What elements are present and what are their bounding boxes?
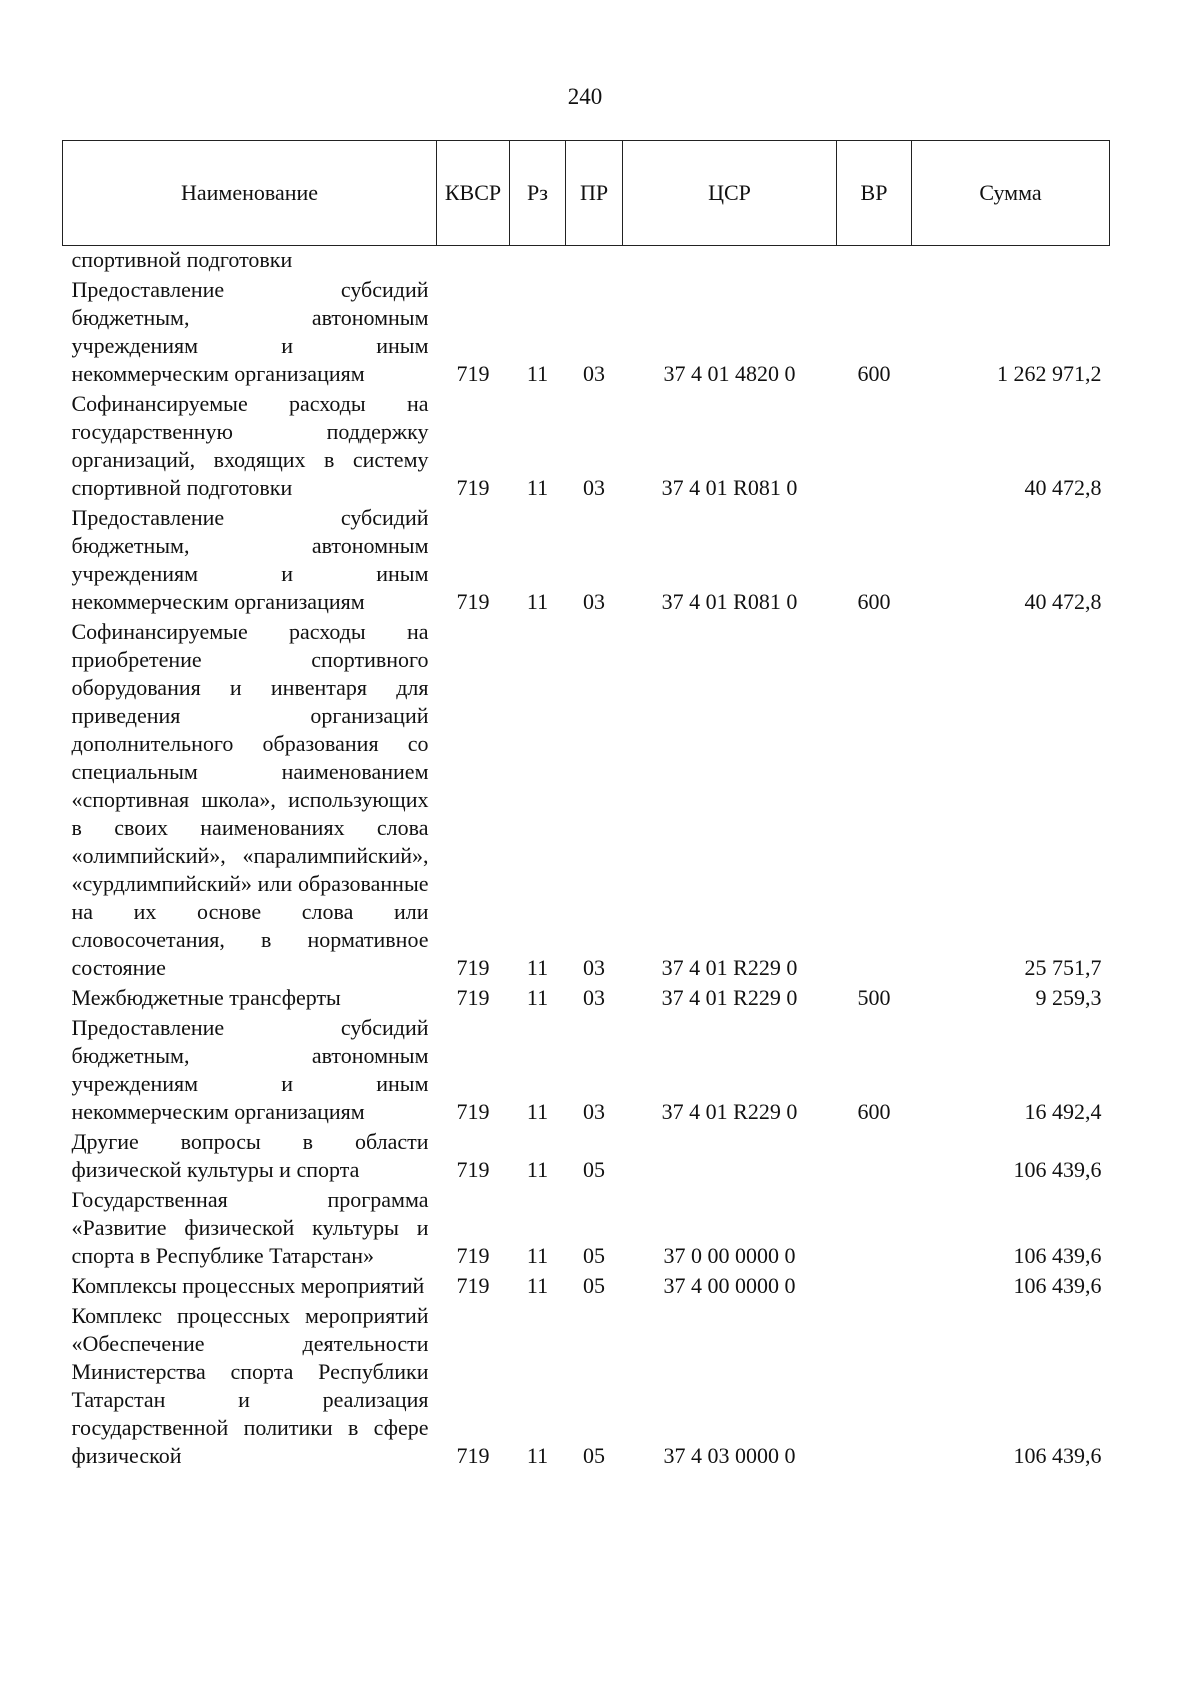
- row-rz: 11: [526, 955, 549, 980]
- row-csr: 37 0 00 0000 0: [663, 1243, 796, 1268]
- table-row: [63, 1012, 1110, 1126]
- row-csr: 37 4 01 R229 0: [661, 985, 798, 1010]
- table-row: [63, 1270, 1110, 1300]
- row-name: Государственная программа «Развитие физической культуры и спорта в Республике Татарстан»: [71, 1187, 429, 1268]
- row-pr: 03: [583, 1099, 605, 1124]
- row-vr: [837, 388, 912, 502]
- row-pr: 03: [583, 475, 605, 500]
- row-vr: [837, 1270, 912, 1300]
- row-csr: 37 4 03 0000 0: [663, 1443, 796, 1468]
- page-number: 240: [567, 84, 603, 109]
- row-kvsr: 719: [456, 955, 490, 980]
- row-csr: 37 4 01 4820 0: [663, 361, 796, 386]
- budget-table: [62, 140, 1110, 1470]
- header-name: Наименование: [63, 141, 437, 246]
- row-name: Другие вопросы в области физической культуры и спорта: [71, 1129, 429, 1182]
- row-rz: 11: [526, 361, 549, 386]
- row-name: Комплексы процессных мероприятий: [71, 1273, 425, 1298]
- row-vr: [837, 246, 912, 275]
- row-kvsr: 719: [456, 1243, 490, 1268]
- row-kvsr: 719: [456, 1273, 490, 1298]
- row-name: Предоставление субсидий бюджетным, автономным учреждениям и иным некоммерческим организациям: [71, 1015, 429, 1124]
- table-row: [63, 388, 1110, 502]
- row-kvsr: [437, 246, 510, 275]
- row-sum: 1 262 971,2: [997, 361, 1102, 386]
- row-rz: 11: [526, 1099, 549, 1124]
- row-csr: 37 4 01 R081 0: [661, 589, 798, 614]
- table-row: [63, 1300, 1110, 1470]
- header-sum: Сумма: [912, 141, 1110, 246]
- row-kvsr: 719: [456, 475, 490, 500]
- row-vr: 500: [857, 985, 891, 1010]
- row-rz: 11: [526, 1243, 549, 1268]
- row-csr: 37 4 00 0000 0: [663, 1273, 796, 1298]
- row-pr: 03: [583, 361, 605, 386]
- row-sum: 9 259,3: [1035, 985, 1102, 1010]
- table-row: [63, 502, 1110, 616]
- table-row: [63, 1126, 1110, 1184]
- row-sum: 106 439,6: [1013, 1443, 1102, 1468]
- row-pr: 05: [583, 1243, 605, 1268]
- row-sum: [912, 246, 1110, 275]
- row-kvsr: 719: [456, 589, 490, 614]
- row-pr: 03: [583, 985, 605, 1010]
- row-vr: [837, 1300, 912, 1470]
- row-kvsr: 719: [456, 1099, 490, 1124]
- row-pr: [566, 246, 623, 275]
- row-sum: 40 472,8: [1024, 475, 1102, 500]
- row-vr: 600: [857, 361, 891, 386]
- row-pr: 05: [583, 1157, 605, 1182]
- row-vr: [837, 1126, 912, 1184]
- row-csr: [623, 246, 837, 275]
- row-pr: 05: [583, 1273, 605, 1298]
- row-csr: [623, 1126, 837, 1184]
- row-csr: 37 4 01 R229 0: [661, 955, 798, 980]
- row-rz: 11: [526, 1273, 549, 1298]
- row-rz: 11: [526, 1443, 549, 1468]
- row-name: Предоставление субсидий бюджетным, автономным учреждениям и иным некоммерческим организациям: [71, 277, 429, 386]
- table-row: [63, 274, 1110, 388]
- table-row: [63, 616, 1110, 982]
- row-name: Софинансируемые расходы на государственную поддержку организаций, входящих в систему спортивной подготовки: [71, 391, 429, 500]
- row-rz: 11: [526, 1157, 549, 1182]
- row-sum: 16 492,4: [1024, 1099, 1102, 1124]
- table-body: [63, 246, 1110, 1471]
- table-header: [63, 141, 1110, 246]
- row-name: Межбюджетные трансферты: [71, 985, 341, 1010]
- row-kvsr: 719: [456, 1443, 490, 1468]
- row-rz: 11: [526, 985, 549, 1010]
- row-rz: 11: [526, 475, 549, 500]
- row-kvsr: 719: [456, 361, 490, 386]
- row-pr: 05: [583, 1443, 605, 1468]
- row-kvsr: 719: [456, 1157, 490, 1182]
- row-pr: 03: [583, 589, 605, 614]
- row-rz: [510, 246, 566, 275]
- row-name: Софинансируемые расходы на приобретение спортивного оборудования и инвентаря для приведения организаций дополнительного образования со специальным наименованием «спортивная школа», использующих в своих наименованиях слова «олимпийский», «паралимпийский», «сурдлимпийский» или образованные на их основе слова или словосочетания, в нормативное состояние: [71, 619, 429, 980]
- row-vr: [837, 616, 912, 982]
- row-vr: 600: [857, 589, 891, 614]
- header-pr: ПР: [566, 141, 623, 246]
- row-name: Комплекс процессных мероприятий «Обеспечение деятельности Министерства спорта Республики Татарстан и реализация государственной политики в сфере физической: [71, 1303, 429, 1468]
- table-row: [63, 246, 1110, 275]
- row-csr: 37 4 01 R081 0: [661, 475, 798, 500]
- header-kvsr: КВСР: [437, 141, 510, 246]
- row-kvsr: 719: [456, 985, 490, 1010]
- row-vr: 600: [857, 1099, 891, 1124]
- row-sum: 40 472,8: [1024, 589, 1102, 614]
- row-sum: 106 439,6: [1013, 1273, 1102, 1298]
- row-sum: 106 439,6: [1013, 1243, 1102, 1268]
- table-row: [63, 1184, 1110, 1270]
- row-csr: 37 4 01 R229 0: [661, 1099, 798, 1124]
- row-rz: 11: [526, 589, 549, 614]
- row-sum: 106 439,6: [1013, 1157, 1102, 1182]
- row-pr: 03: [583, 955, 605, 980]
- row-vr: [837, 1184, 912, 1270]
- header-csr: ЦСР: [623, 141, 837, 246]
- row-name: Предоставление субсидий бюджетным, автономным учреждениям и иным некоммерческим организациям: [71, 505, 429, 614]
- header-vr: ВР: [837, 141, 912, 246]
- row-sum: 25 751,7: [1024, 955, 1102, 980]
- header-rz: Рз: [510, 141, 566, 246]
- table-row: [63, 982, 1110, 1012]
- row-name: спортивной подготовки: [71, 247, 293, 272]
